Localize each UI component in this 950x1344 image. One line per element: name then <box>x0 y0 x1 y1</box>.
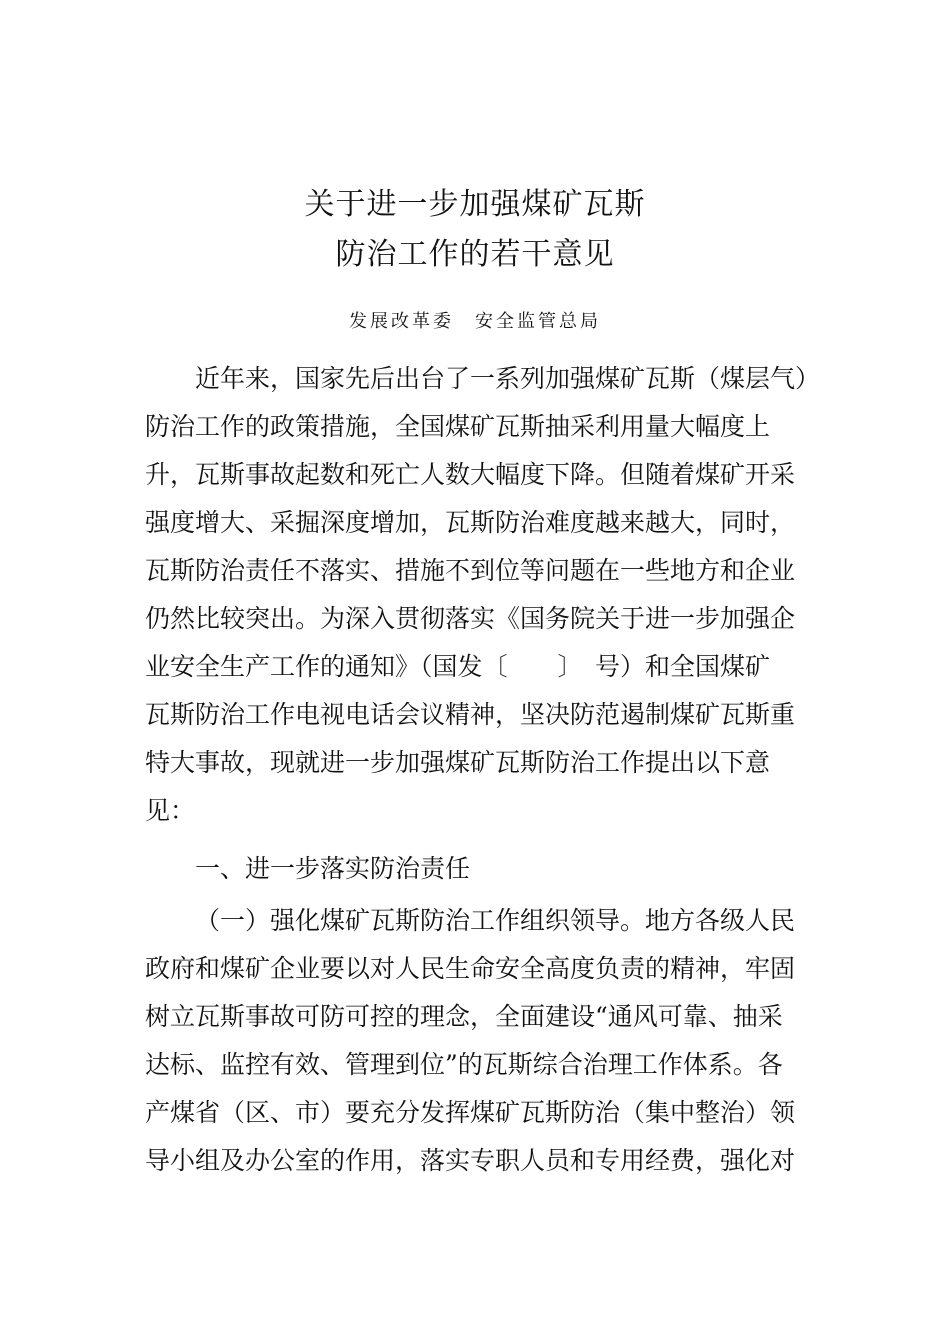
body-line: 政府和煤矿企业要以对人民生命安全高度负责的精神，牢固 <box>145 954 796 983</box>
body-line: 瓦斯防治责任不落实、措施不到位等问题在一些地方和企业 <box>145 556 796 585</box>
body-line: 防治工作的政策措施，全国煤矿瓦斯抽采利用量大幅度上 <box>145 412 771 441</box>
document-title-line1: 关于进一步加强煤矿瓦斯 <box>304 187 646 222</box>
body-line: 达标、监控有效、管理到位”的瓦斯综合治理工作体系。各 <box>145 1050 783 1079</box>
section-heading: 一、进一步落实防治责任 <box>195 854 471 883</box>
body-line: 树立瓦斯事故可防可控的理念，全面建设“通风可靠、抽采 <box>145 1002 783 1031</box>
body-line: 升，瓦斯事故起数和死亡人数大幅度下降。但随着煤矿开采 <box>145 460 796 489</box>
body-line: 仍然比较突出。为深入贯彻落实《国务院关于进一步加强企 <box>145 604 796 633</box>
body-line: 见： <box>145 796 196 825</box>
body-line: 导小组及办公室的作用，落实专职人员和专用经费，强化对 <box>145 1146 796 1175</box>
body-line: 业安全生产工作的通知》（国发〔 〕 号）和全国煤矿 <box>145 652 771 681</box>
document-authors: 发展改革委 安全监管总局 <box>349 311 601 332</box>
body-line: （一）强化煤矿瓦斯防治工作组织领导。地方各级人民 <box>195 906 796 935</box>
document-title-line2: 防治工作的若干意见 <box>335 237 615 272</box>
body-line: 强度增大、采掘深度增加，瓦斯防治难度越来越大，同时， <box>145 508 796 537</box>
body-line: 近年来，国家先后出台了一系列加强煤矿瓦斯（煤层气） <box>195 364 821 393</box>
body-line: 特大事故，现就进一步加强煤矿瓦斯防治工作提出以下意 <box>145 748 771 777</box>
body-line: 瓦斯防治工作电视电话会议精神，坚决防范遏制煤矿瓦斯重 <box>145 700 796 729</box>
body-line: 产煤省（区、市）要充分发挥煤矿瓦斯防治（集中整治）领 <box>145 1098 796 1127</box>
